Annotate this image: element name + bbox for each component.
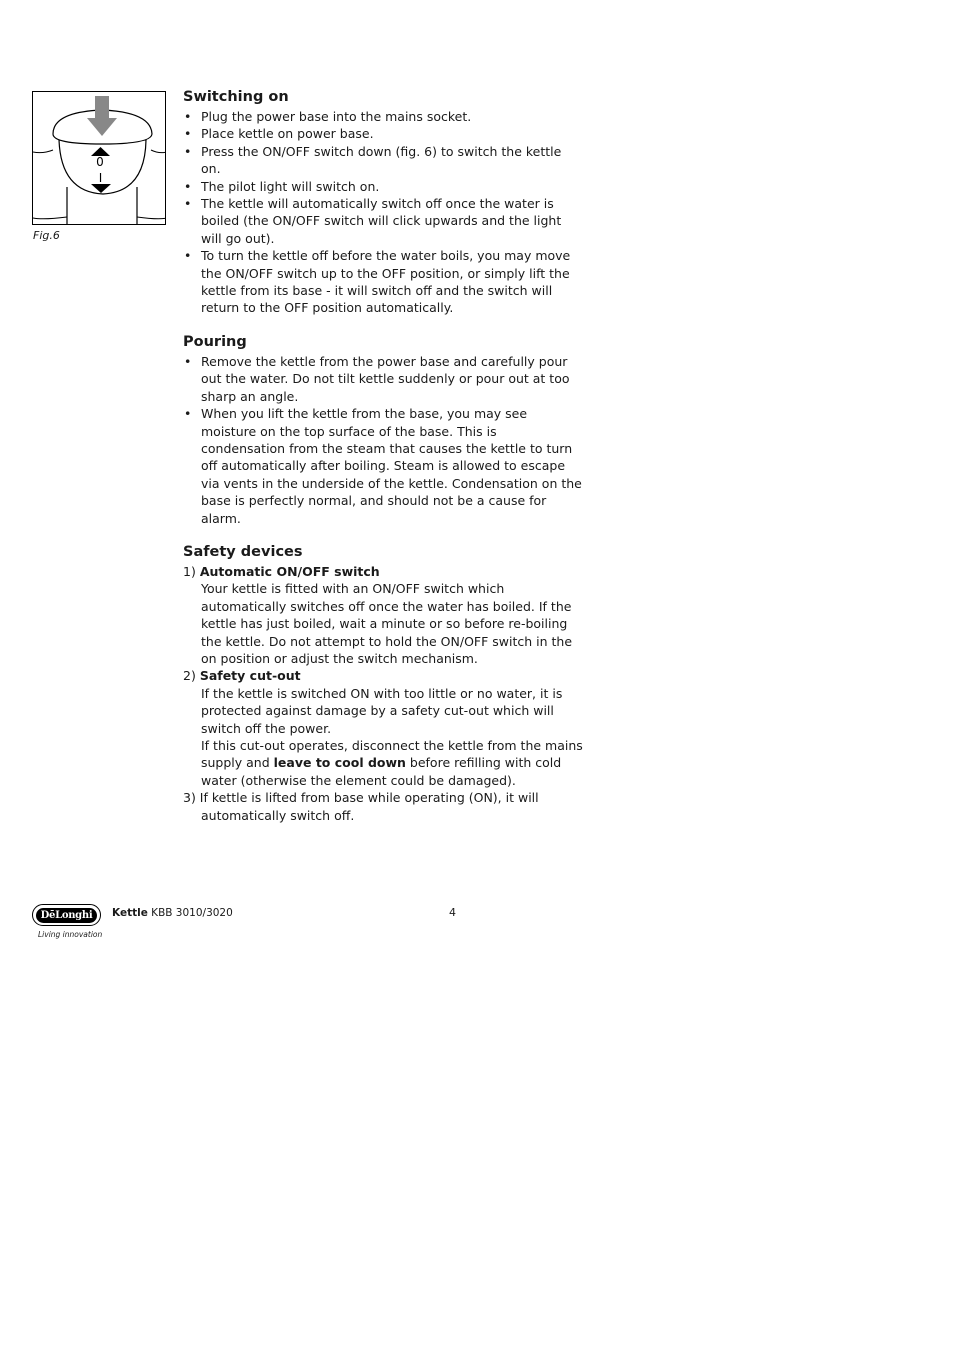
safety-item-2-number: 2) <box>183 668 196 684</box>
safety-devices-heading: Safety devices <box>183 543 303 560</box>
switching-on-section <box>183 88 583 317</box>
page-number: 4 <box>449 906 456 919</box>
list-item: • Remove the kettle from the power base and carefully pour out the water. Do not tilt kettle suddenly or pour out at too sharp an angle. <box>183 353 583 405</box>
switch-on-symbol: I <box>98 171 103 185</box>
list-item: • Plug the power base into the mains socket. <box>183 108 583 125</box>
safety-item-2-text2-after: before refilling with cold water (otherwise the element could be damaged). <box>201 755 562 788</box>
switching-on-heading: Switching on <box>183 89 289 105</box>
safety-item-2 <box>183 667 583 789</box>
pouring-section <box>183 333 583 527</box>
list-item: • The pilot light will switch on. <box>183 178 583 195</box>
safety-item-1-number: 1) <box>183 563 196 579</box>
footer-product-name <box>112 907 233 919</box>
list-item: • To turn the kettle off before the water boils, you may move the ON/OFF switch up to the OFF position, or simply lift the kettle from its base - it will switch off and the switch will return to the OFF position automatically. <box>183 247 583 317</box>
safety-item-1-heading <box>183 563 583 580</box>
press-down-arrow-shaft <box>95 96 109 120</box>
switch-diagram <box>32 91 166 225</box>
safety-item-1-text: Your kettle is fitted with an ON/OFF switch which automatically switches off once the water has boiled. If the kettle has just boiled, wait a minute or so before re-boiling the kettle. Do not attempt to hold the ON/OFF switch in the on position or adjust the switch mechanism. <box>201 581 573 666</box>
delonghi-logo <box>32 904 101 926</box>
safety-item-2-text2-bold: leave to cool down <box>273 755 406 771</box>
safety-item-2-text2 <box>183 737 583 789</box>
list-item: • Press the ON/OFF switch down (fig. 6) to switch the kettle on. <box>183 143 583 178</box>
switch-off-symbol: 0 <box>96 155 104 169</box>
list-item: • The kettle will automatically switch off once the water is boiled (the ON/OFF switch will click upwards and the light will go out). <box>183 195 583 247</box>
kettle-switch-illustration <box>33 92 166 225</box>
safety-item-2-text1: If the kettle is switched ON with too little or no water, it is protected against damage by a safety cut-out which will switch off the power. <box>201 685 563 736</box>
figure-caption: Fig.6 <box>33 229 60 242</box>
main-content <box>183 88 583 840</box>
pouring-list <box>183 353 583 527</box>
safety-devices-section <box>183 543 583 824</box>
switching-on-list <box>183 108 583 317</box>
safety-item-2-title: Safety cut-out <box>199 668 301 684</box>
brand-tagline: Living innovation <box>38 930 103 939</box>
list-item: • Place kettle on power base. <box>183 125 583 142</box>
safety-item-1-title: Automatic ON/OFF switch <box>199 563 380 579</box>
safety-item-3: 3) If kettle is lifted from base while operating (ON), it will automatically switch off. <box>183 790 539 823</box>
safety-item-2-heading <box>183 667 583 684</box>
safety-item-1 <box>183 563 583 667</box>
pouring-heading: Pouring <box>183 333 247 350</box>
footer-product-bold: Kettle <box>112 907 148 919</box>
footer-product-model: KBB 3010/3020 <box>147 907 233 919</box>
list-item: • When you lift the kettle from the base, you may see moisture on the top surface of the base. This is condensation from the steam that causes the kettle to turn off automatically after boiling. Steam is allowed to escape via vents in the underside of the kettle. Condensation on the base is perfectly normal, and should not be a cause for alarm. <box>183 405 583 527</box>
delonghi-logo-text: DēLonghi <box>36 908 97 923</box>
safety-item-2-text2-before: If this cut-out operates, disconnect the kettle from the mains supply and <box>201 738 583 771</box>
